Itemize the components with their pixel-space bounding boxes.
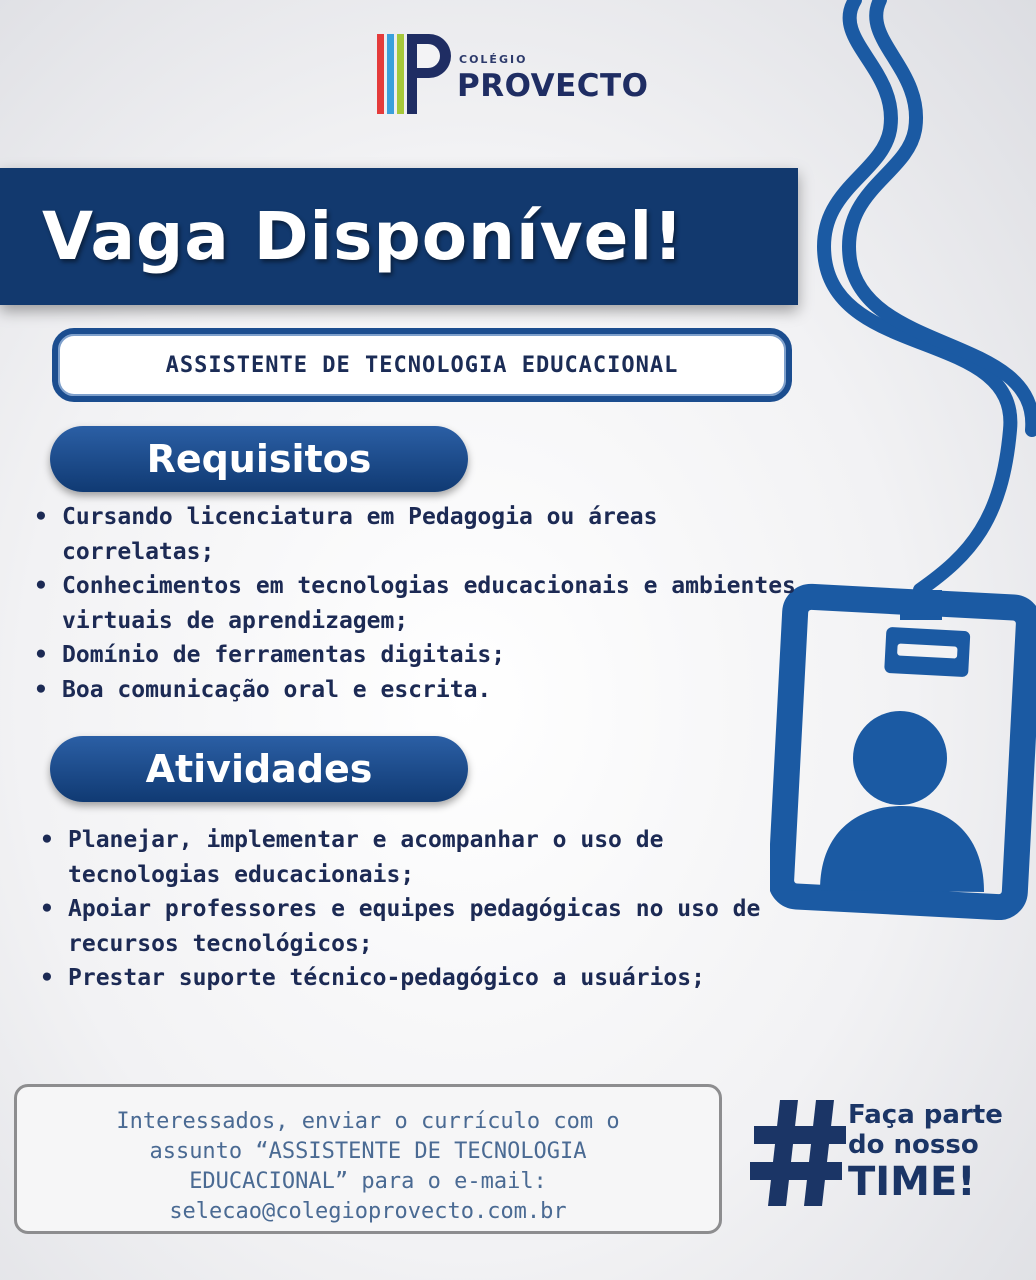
title-banner — [0, 168, 798, 305]
hashtag-line-3: TIME! — [848, 1159, 976, 1205]
job-title: ASSISTENTE DE TECNOLOGIA EDUCACIONAL — [165, 352, 679, 378]
provecto-logo-mark-icon — [375, 30, 455, 120]
requisitos-heading: Requisitos — [146, 437, 372, 481]
job-title-box — [52, 328, 792, 402]
list-item: • Prestar suporte técnico-pedagógico a usuários; — [24, 961, 784, 996]
hashtag-line-2: do nosso — [848, 1130, 979, 1160]
hashtag-text — [848, 1100, 1003, 1204]
contact-line: Interessados, enviar o currículo com o — [116, 1109, 620, 1134]
contact-line: assunto “ASSISTENTE DE TECNOLOGIA — [149, 1139, 587, 1164]
contact-email[interactable]: selecao@colegioprovecto.com.br — [169, 1199, 567, 1224]
logo-subtitle: COLÉGIO — [459, 53, 528, 66]
list-item: • Cursando licenciatura em Pedagogia ou áreas correlatas; — [18, 500, 818, 569]
hashtag-icon — [750, 1098, 850, 1208]
contact-text — [17, 1107, 719, 1227]
id-badge-lanyard-icon — [770, 0, 1036, 920]
banner-title: Vaga Disponível! — [42, 198, 685, 275]
list-item: • Planejar, implementar e acompanhar o uso de tecnologias educacionais; — [24, 823, 784, 892]
list-item: • Domínio de ferramentas digitais; — [18, 638, 818, 673]
atividades-heading-pill — [50, 736, 468, 802]
atividades-list — [24, 823, 784, 996]
atividades-heading: Atividades — [145, 747, 373, 791]
list-item: • Conhecimentos em tecnologias educacionais e ambientes virtuais de aprendizagem; — [18, 569, 818, 638]
list-item: • Boa comunicação oral e escrita. — [18, 673, 818, 708]
list-item: • Apoiar professores e equipes pedagógicas no uso de recursos tecnológicos; — [24, 892, 784, 961]
contact-box — [14, 1084, 722, 1234]
requisitos-heading-pill — [50, 426, 468, 492]
hashtag-line-1: Faça parte — [848, 1100, 1003, 1130]
contact-line: EDUCACIONAL” para o e-mail: — [189, 1169, 547, 1194]
provecto-logo — [375, 30, 675, 120]
logo-name: PROVECTO — [457, 68, 649, 104]
requisitos-list — [18, 500, 818, 707]
